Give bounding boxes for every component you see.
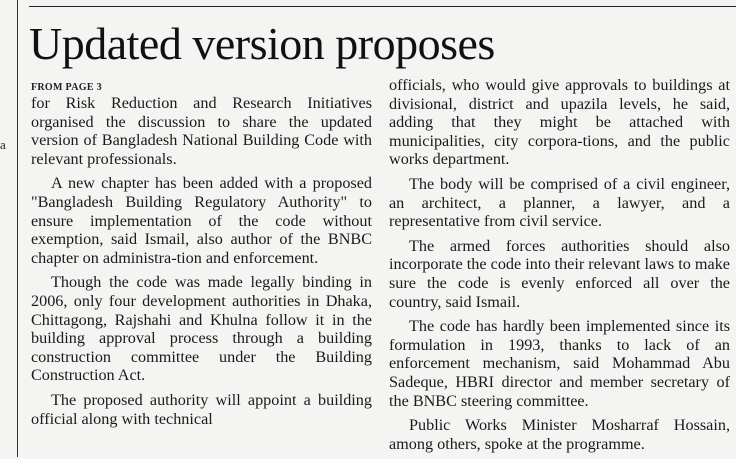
article-column-right	[389, 76, 730, 459]
top-rule	[29, 6, 736, 7]
paragraph: The armed forces authorities should also incorporate the code into their relevant laws to make sure the code is evenly enforced all over the country, said Ismail.	[389, 236, 730, 311]
paragraph: Though the code was made legally binding in 2006, only four development authorities in Dhaka, Chittagong, Rajshahi and Khulna follow it in the building approval process through a building construction committee under the Building Construction Act.	[31, 273, 372, 385]
continuation-kicker: FROM PAGE 3	[31, 82, 102, 93]
paragraph: for Risk Reduction and Research Initiatives organised the discussion to share the updated version of Bangladesh National Building Code with relevant professionals.	[31, 94, 372, 168]
paragraph: The body will be comprised of a civil engineer, an architect, a planner, a lawyer, and a representative from civil service.	[389, 174, 730, 231]
paragraph: Public Works Minister Mosharraf Hossain, among others, spoke at the programme.	[389, 416, 730, 453]
article-column-left	[31, 94, 372, 434]
paragraph: officials, who would give approvals to buildings at divisional, district and upazila levels, he said, adding that they might be attached with municipalities, city corpora-tions, and the public works department.	[389, 76, 730, 169]
adjacent-column-fragment: a	[0, 137, 6, 152]
headline: Updated version proposes	[29, 18, 495, 69]
paragraph: A new chapter has been added with a proposed "Bangladesh Building Regulatory Authority" to ensure implementation of the code without exemption, said Ismail, also author of the BNBC chapter on administra-tion and enforcement.	[31, 174, 372, 267]
column-divider-left	[17, 0, 18, 457]
paragraph: The code has hardly been implemented since its formulation in 1993, thanks to lack of an enforcement mechanism, said Mohammad Abu Sadeque, HBRI director and member secretary of the BNBC steering committee.	[389, 317, 730, 410]
paragraph: The proposed authority will appoint a building official along with technical	[31, 390, 372, 428]
